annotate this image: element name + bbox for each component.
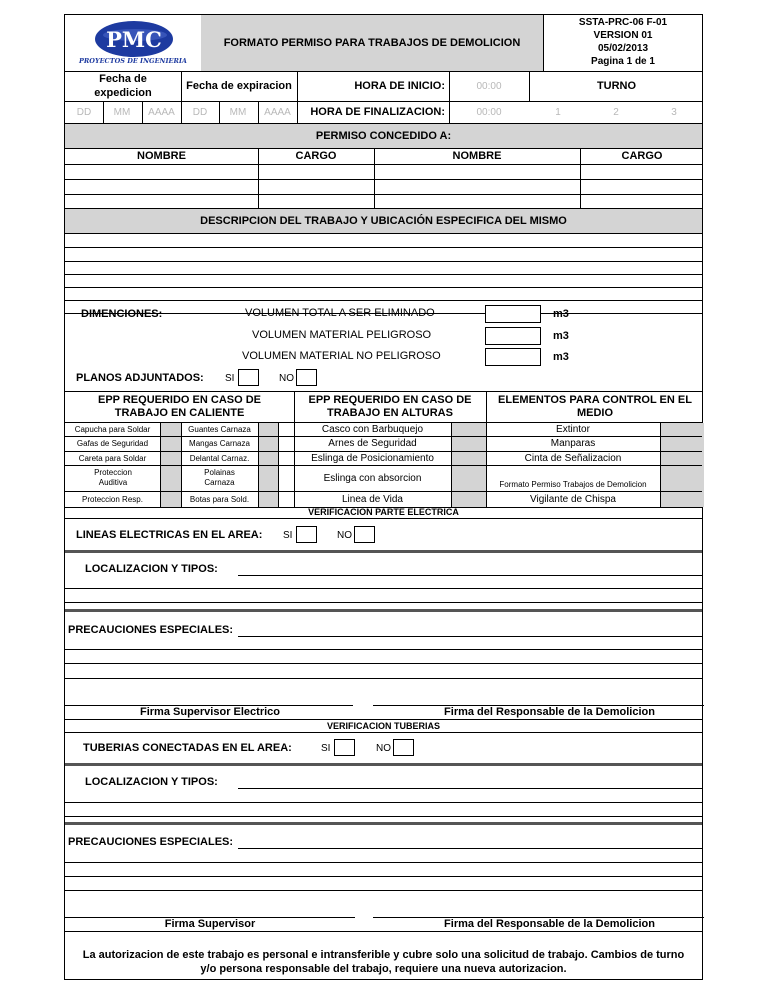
precauciones-electrica-label: PRECAUCIONES ESPECIALES: — [68, 624, 234, 636]
expedicion-mm[interactable]: MM — [113, 106, 131, 118]
epp-control-title: ELEMENTOS PARA CONTROL EN EL MEDIO — [498, 393, 692, 419]
col-nombre-2: NOMBRE — [452, 150, 502, 162]
permit-form — [64, 14, 703, 980]
planos-no-label: NO — [279, 373, 294, 384]
dimensiones-label: DIMENCIONES: — [81, 308, 163, 320]
expedicion-dd[interactable]: DD — [76, 106, 92, 118]
turno-label: TURNO — [596, 80, 637, 92]
control-item: Cinta de Señalizacion — [524, 452, 622, 464]
col-cargo-1: CARGO — [295, 150, 337, 162]
hora-finalizacion-label: HORA DE FINALIZACION: — [310, 106, 445, 118]
turno-option-1[interactable]: 1 — [555, 106, 561, 118]
verificacion-electrica-title: VERIFICACION PARTE ELECTRICA — [308, 506, 459, 517]
expiracion-mm[interactable]: MM — [229, 106, 247, 118]
form-title: FORMATO PERMISO PARA TRABAJOS DE DEMOLICION — [201, 15, 543, 71]
firma-supervisor: Firma Supervisor — [164, 918, 256, 930]
tuberias-si-checkbox[interactable] — [334, 739, 355, 756]
lineas-no-label: NO — [337, 530, 352, 541]
hora-inicio-label: HORA DE INICIO: — [354, 80, 445, 92]
permiso-concedido-title: PERMISO CONCEDIDO A: — [65, 124, 702, 148]
precauciones-tuberias-line[interactable] — [238, 848, 703, 849]
epp-alturas-title: EPP REQUERIDO EN CASO DE TRABAJO EN ALTURAS — [308, 393, 472, 419]
col-nombre-1: NOMBRE — [137, 150, 186, 162]
planos-si-label: SI — [225, 373, 235, 384]
epp-alturas-item: Eslinga de Posicionamiento — [311, 452, 434, 464]
unit-m3: m3 — [553, 308, 569, 320]
company-logo: PMC PROYECTOS DE INGENIERIA — [65, 15, 201, 71]
epp-caliente-item: Gafas de Seguridad — [76, 439, 149, 448]
unit-m3: m3 — [553, 351, 569, 363]
epp-caliente-item: Polainas Carnaza — [204, 468, 235, 487]
tuberias-si-label: SI — [321, 743, 331, 754]
tuberias-no-label: NO — [376, 743, 391, 754]
control-item: Vigilante de Chispa — [530, 493, 616, 505]
localizacion-tuberias-label: LOCALIZACION Y TIPOS: — [85, 776, 218, 788]
volumen-total-label: VOLUMEN TOTAL A SER ELIMINADO — [245, 307, 435, 319]
descripcion-title: DESCRIPCION DEL TRABAJO Y UBICACIÓN ESPECIFICA DEL MISMO — [65, 209, 702, 233]
epp-caliente-item: Careta para Soldar — [78, 453, 147, 463]
epp-alturas-item: Arnes de Seguridad — [328, 438, 417, 449]
epp-caliente-item: Guantes Carnaza — [188, 424, 251, 434]
verificacion-tuberias-title: VERIFICACION TUBERIAS — [326, 720, 440, 731]
epp-caliente-item: Capucha para Soldar — [74, 424, 151, 434]
control-item: Formato Permiso Trabajos de Demolicion — [499, 479, 647, 489]
unit-m3: m3 — [553, 330, 569, 342]
epp-caliente-item: Proteccion Auditiva — [94, 468, 132, 487]
epp-caliente-item: Proteccion Resp. — [82, 494, 143, 504]
hora-inicio-field[interactable]: 00:00 — [476, 80, 502, 92]
planos-si-checkbox[interactable] — [238, 369, 259, 386]
col-cargo-2: CARGO — [621, 150, 663, 162]
epp-caliente-item: Delantal Carnaz. — [189, 453, 250, 463]
control-item: Manparas — [550, 438, 596, 449]
expiracion-aaaa[interactable]: AAAA — [264, 106, 291, 118]
document-info: SSTA-PRC-06 F-01 VERSION 01 05/02/2013 Pagina 1 de 1 — [578, 17, 668, 67]
epp-alturas-item: Linea de Vida — [342, 493, 403, 505]
epp-caliente-title: EPP REQUERIDO EN CASO DE TRABAJO EN CALIENTE — [98, 393, 261, 419]
permiso-row[interactable] — [65, 179, 702, 180]
volumen-total-input[interactable] — [485, 305, 541, 323]
fecha-expedicion-label: Fecha de expedicion — [94, 73, 152, 99]
tuberias-conectadas-label: TUBERIAS CONECTADAS EN EL AREA: — [83, 742, 292, 754]
permiso-row[interactable] — [65, 194, 702, 195]
planos-no-checkbox[interactable] — [296, 369, 317, 386]
expedicion-aaaa[interactable]: AAAA — [148, 106, 175, 118]
volumen-peligroso-input[interactable] — [485, 327, 541, 345]
volumen-no-peligroso-input[interactable] — [485, 348, 541, 366]
epp-caliente-item: Mangas Carnaza — [189, 439, 250, 448]
epp-caliente-item: Botas para Sold. — [189, 494, 250, 504]
localizacion-electrica-label: LOCALIZACION Y TIPOS: — [85, 563, 218, 575]
turno-option-2[interactable]: 2 — [613, 106, 619, 118]
precauciones-tuberias-label: PRECAUCIONES ESPECIALES: — [68, 836, 234, 848]
lineas-no-checkbox[interactable] — [354, 526, 375, 543]
turno-option-3[interactable]: 3 — [671, 106, 677, 118]
epp-alturas-item: Casco con Barbuquejo — [321, 423, 424, 435]
lineas-si-checkbox[interactable] — [296, 526, 317, 543]
epp-alturas-item: Eslinga con absorcion — [323, 472, 422, 484]
firma-responsable-tuberias: Firma del Responsable de la Demolicion — [444, 918, 655, 930]
footer-disclaimer: La autorizacion de este trabajo es personal e intransferible y cubre solo una solicitud de trabajo. Cambios de turno y/o persona responsable del trabajo, requiere una nueva autorizacion. — [82, 949, 685, 975]
volumen-peligroso-label: VOLUMEN MATERIAL PELIGROSO — [252, 329, 432, 341]
control-item: Extintor — [556, 423, 590, 435]
localizacion-tuberias-line[interactable] — [238, 788, 703, 789]
precauciones-electrica-line[interactable] — [238, 636, 703, 637]
firma-responsable-electrica: Firma del Responsable de la Demolicion — [444, 706, 655, 718]
tuberias-no-checkbox[interactable] — [393, 739, 414, 756]
lineas-electricas-label: LINEAS ELECTRICAS EN EL AREA: — [76, 529, 263, 541]
lineas-si-label: SI — [283, 530, 293, 541]
localizacion-electrica-line[interactable] — [238, 575, 703, 576]
expiracion-dd[interactable]: DD — [192, 106, 208, 118]
planos-label: PLANOS ADJUNTADOS: — [76, 372, 204, 384]
fecha-expiracion-label: Fecha de expiracion — [186, 80, 292, 92]
firma-supervisor-electrico: Firma Supervisor Electrico — [140, 706, 280, 718]
hora-finalizacion-field[interactable]: 00:00 — [476, 106, 502, 118]
volumen-no-peligroso-label: VOLUMEN MATERIAL NO PELIGROSO — [242, 350, 441, 362]
